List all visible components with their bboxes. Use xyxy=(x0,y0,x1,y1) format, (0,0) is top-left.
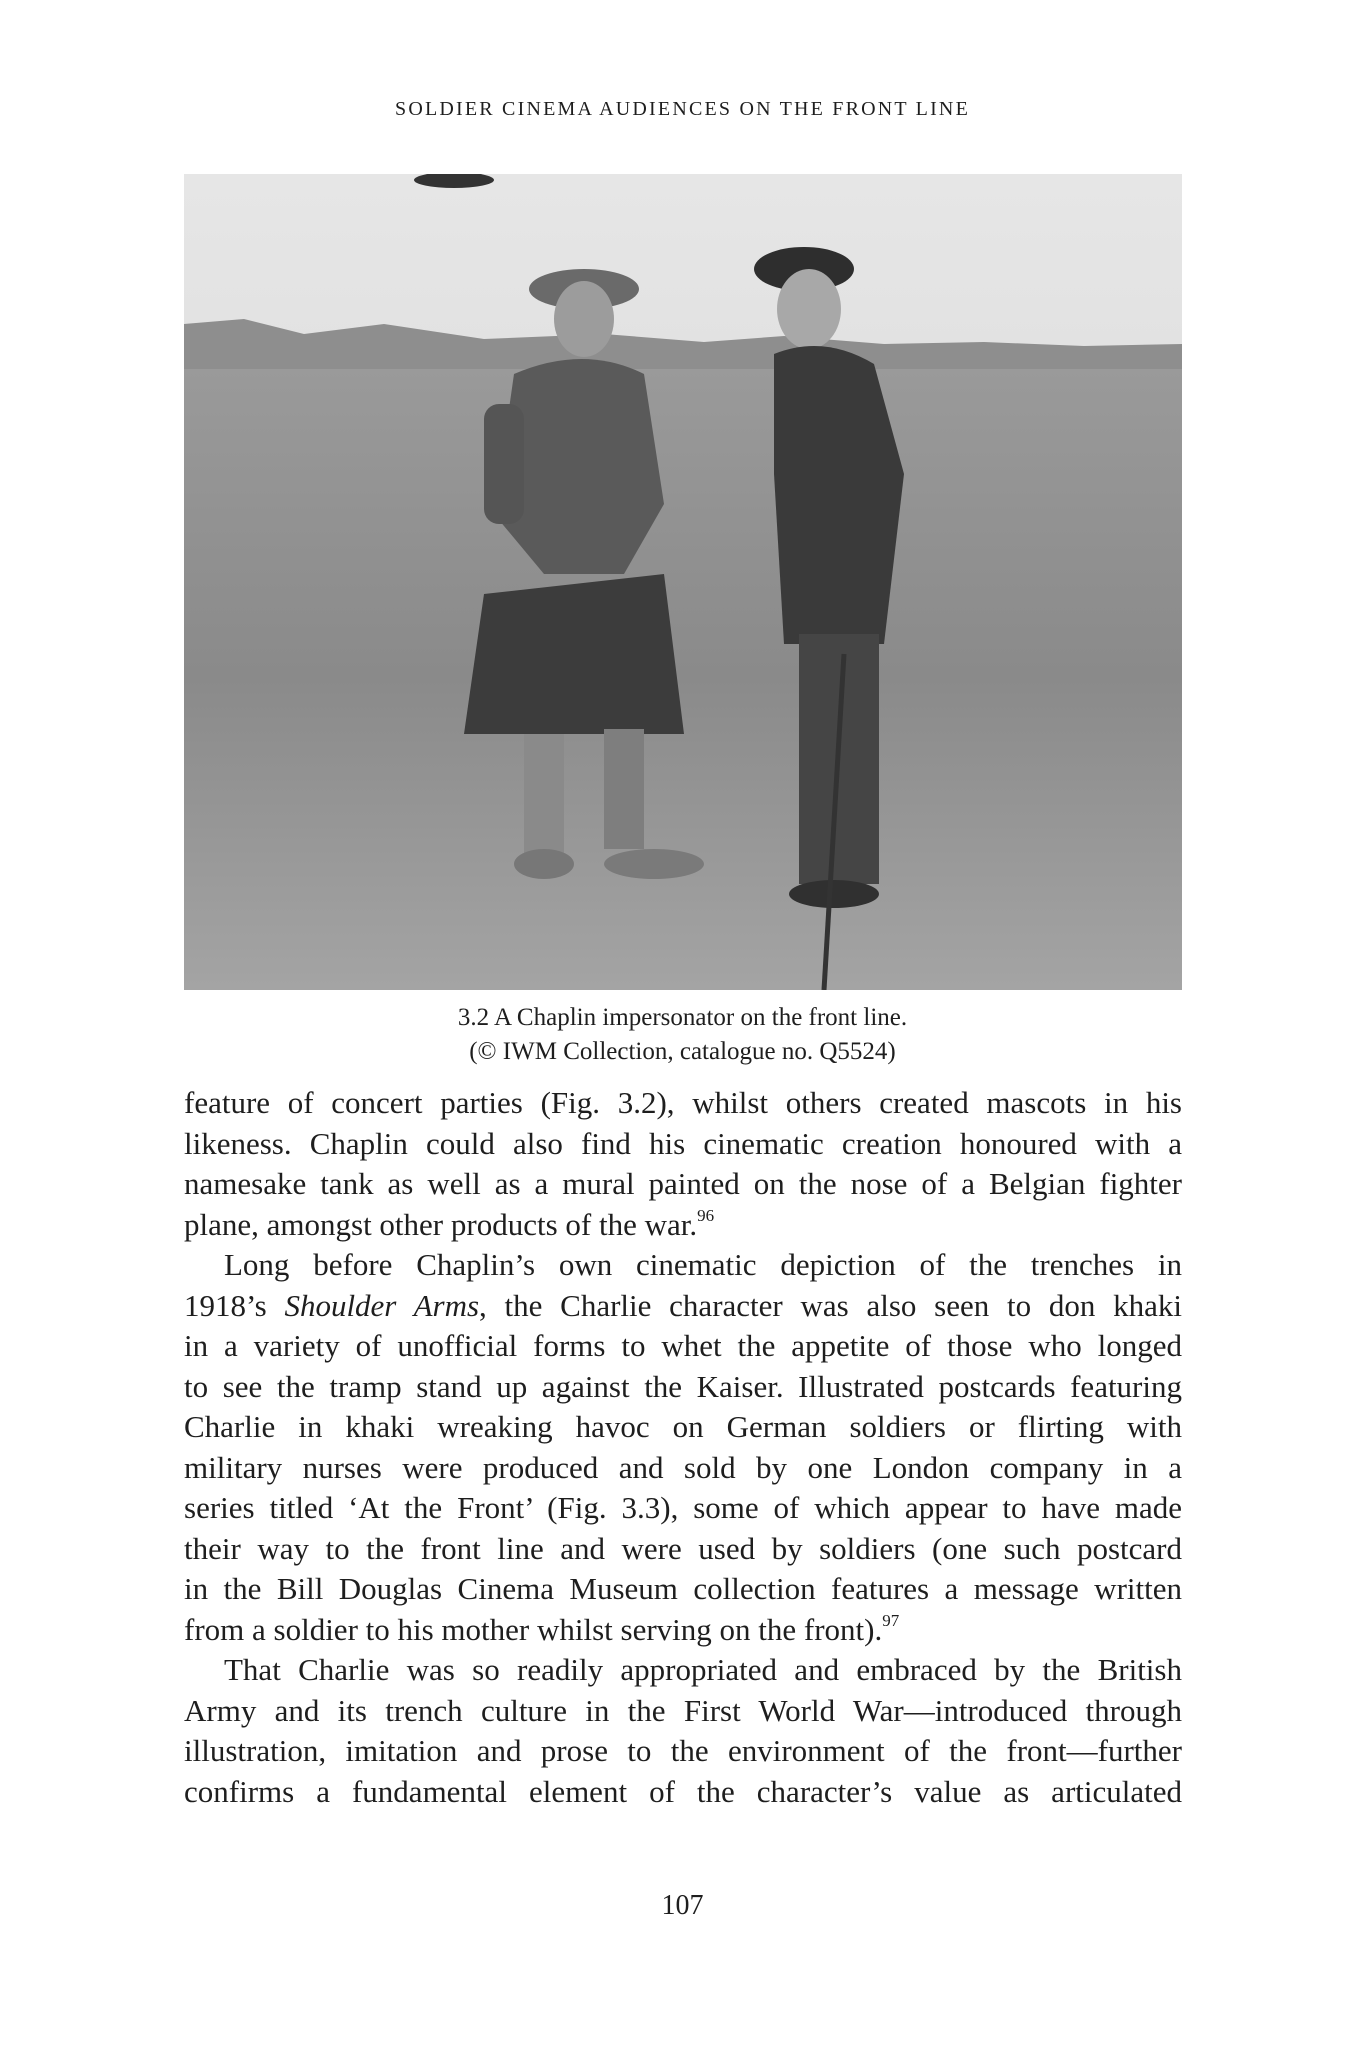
text-line: Charlie in khaki wreaking havoc on German soldiers or flirting with xyxy=(184,1409,1182,1444)
text-line xyxy=(184,1286,1182,1327)
film-title: Shoulder Arms xyxy=(284,1287,480,1323)
text-line: their way to the front line and were used by soldiers (one such postcard xyxy=(184,1530,1182,1566)
paragraph-2 xyxy=(184,1245,1182,1650)
text-line: That Charlie was so readily appropriated and embraced by the British xyxy=(224,1652,1182,1687)
text-line xyxy=(184,1205,1182,1246)
text-line: likeness. Chaplin could also find his cinematic creation honoured with a xyxy=(184,1125,1182,1161)
caption-line-2: (© IWM Collection, catalogue no. Q5524) xyxy=(469,1038,896,1065)
figure-photo xyxy=(184,174,1182,990)
text-line: in a variety of unofficial forms to whet the appetite of those who longed xyxy=(184,1328,1182,1363)
text-line: to see the tramp stand up against the Kaiser. Illustrated postcards featuring xyxy=(184,1368,1182,1404)
body-text xyxy=(184,1083,1182,1812)
text-line: series titled ‘At the Front’ (Fig. 3.3), some of which appear to have made xyxy=(184,1490,1182,1525)
text-line: namesake tank as well as a mural painted on the nose of a Belgian fighter xyxy=(184,1166,1182,1201)
text-line: Long before Chaplin’s own cinematic depiction of the trenches in xyxy=(224,1247,1182,1282)
paragraph-3 xyxy=(184,1650,1182,1812)
running-head: SOLDIER CINEMA AUDIENCES ON THE FRONT LINE xyxy=(395,98,970,120)
text-line: confirms a fundamental element of the character’s value as articulated xyxy=(184,1773,1182,1809)
page-number: 107 xyxy=(661,1890,704,1921)
footnote-ref-96: 96 xyxy=(697,1205,715,1225)
text-line xyxy=(184,1610,1182,1651)
figure-caption xyxy=(0,1001,1365,1069)
text-span: , the Charlie character was also seen to don khaki xyxy=(479,1287,1182,1323)
footnote-ref-97: 97 xyxy=(882,1610,900,1630)
caption-line-1: 3.2 A Chaplin impersonator on the front line. xyxy=(457,1004,908,1031)
text-span: from a soldier to his mother whilst serving on the front). xyxy=(184,1611,883,1647)
paragraph-1 xyxy=(184,1083,1182,1245)
text-span: plane, amongst other products of the war. xyxy=(184,1206,698,1242)
text-line: feature of concert parties (Fig. 3.2), whilst others created mascots in his xyxy=(184,1085,1182,1120)
text-line: illustration, imitation and prose to the environment of the front—further xyxy=(184,1733,1182,1768)
text-span: 1918’s xyxy=(184,1287,285,1323)
text-line: in the Bill Douglas Cinema Museum collection features a message written xyxy=(184,1571,1182,1606)
text-line: military nurses were produced and sold by one London company in a xyxy=(184,1449,1182,1485)
text-line: Army and its trench culture in the First World War—introduced through xyxy=(184,1692,1182,1728)
